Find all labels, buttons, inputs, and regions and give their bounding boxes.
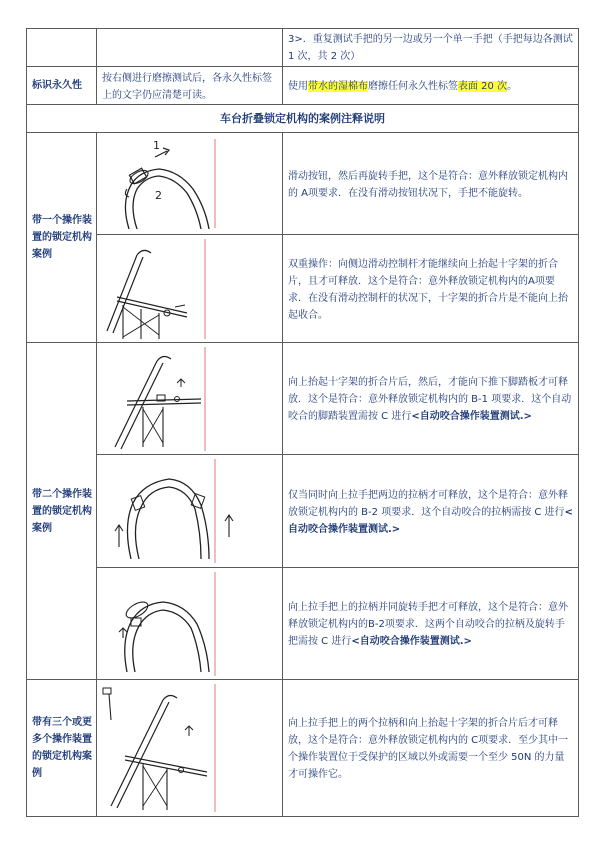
figure-rotate-handle xyxy=(97,133,283,235)
table-row xyxy=(27,680,579,817)
figure-pedal-release xyxy=(97,343,283,455)
repeat-test-text: 3>．重复测试手把的另一边或另一个单一手把（手把每边各测试 1 次，共 2 次） xyxy=(283,29,579,67)
table-row xyxy=(27,67,579,105)
table-row xyxy=(27,29,579,67)
req-pre: 使用 xyxy=(288,81,308,92)
figure-cross-frame-lever xyxy=(97,235,283,343)
highlight-20-times: 表面 20 次 xyxy=(458,81,508,92)
req-mid: 磨擦任何永久性标签 xyxy=(368,81,458,92)
case-text xyxy=(283,568,579,680)
permanence-method: 按右侧进行磨擦测试后，各永久性标签上的文字仍应清楚可读。 xyxy=(97,67,283,105)
highlight-wet-cloth: 带水的湿棉布 xyxy=(308,81,368,92)
section-title: 车台折叠锁定机构的案例注释说明 xyxy=(27,105,579,133)
figure-three-devices xyxy=(97,680,283,817)
permanence-requirement xyxy=(283,67,579,105)
empty-cell xyxy=(27,29,97,67)
case-text: 向上拉手把上的两个拉柄和向上抬起十字架的折合片后才可释放，这个是符合：意外释放锁定机构内的 C项要求．至少其中一个操作装置位于受保护的区域以外或需要一个至少 50N 的力量才可操作它。 xyxy=(283,680,579,817)
case-text: 滑动按钮，然后再旋转手把，这个是符合：意外释放锁定机构内的 A项要求．在没有滑动按钮状况下，手把不能旋转。 xyxy=(283,133,579,235)
three-device-drawing xyxy=(97,680,283,816)
case-text-test-ref: <自动咬合操作装置测试.> xyxy=(351,636,472,647)
figure-dual-levers xyxy=(97,455,283,568)
group-label-two-devices: 带二个操作装置的锁定机构案例 xyxy=(27,343,97,680)
dual-lever-drawing xyxy=(97,455,283,567)
case-text: 双重操作：向侧边滑动控制杆才能继续向上抬起十字架的折合片，且才可释放．这个是符合：意外释放锁定机构内的A项要求．在没有滑动控制杆的状况下，十字架的折合片是不能向上抬起收合。 xyxy=(283,235,579,343)
lever-rotate-drawing xyxy=(97,568,283,679)
table-row xyxy=(27,455,579,568)
pedal-drawing xyxy=(97,343,283,454)
group-label-one-device: 带一个操作装置的锁定机构案例 xyxy=(27,133,97,343)
case-text-body: 向上拉手把上的拉柄并同旋转手把才可释放，这个是符合：意外释放锁定机构内的B-2项要求．这两个自动咬合的拉柄及旋转手把需按 C 进行 xyxy=(288,602,568,647)
case-text-body: 仅当同时向上拉手把两边的拉柄才可释放，这个是符合：意外释放锁定机构内的 B-2 项要求．这个自动咬合的拉柄需按 C 进行 xyxy=(288,489,568,518)
table-row xyxy=(27,235,579,343)
arrow-label-1: 1 xyxy=(153,139,160,152)
case-text-test-ref: <自动咬合操作装置测试.> xyxy=(411,411,532,422)
req-post: 。 xyxy=(507,81,518,92)
table-row xyxy=(27,105,579,133)
arrow-label-2: 2 xyxy=(155,189,162,202)
table-row xyxy=(27,343,579,455)
table-row xyxy=(27,133,579,235)
cross-frame-drawing xyxy=(97,235,283,342)
figure-lever-rotate xyxy=(97,568,283,680)
group-label-three-devices: 带有三个或更多个操作装置的锁定机构案例 xyxy=(27,680,97,817)
case-text-body: 向上抬起十字架的折合片后，然后，才能向下推下脚踏板才可释放．这个是符合：意外释放锁定机构内的 B-1 项要求．这个自动咬合的脚踏装置需按 C 进行 xyxy=(288,377,572,422)
permanence-label: 标识永久性 xyxy=(27,67,97,105)
handle-rotate-drawing xyxy=(97,133,283,234)
table-row xyxy=(27,568,579,680)
case-text xyxy=(283,343,579,455)
standard-table xyxy=(26,28,579,817)
case-text-test-ref: <自动咬合操作装置测试.> xyxy=(288,506,573,535)
case-text xyxy=(283,455,579,568)
empty-cell xyxy=(97,29,283,67)
